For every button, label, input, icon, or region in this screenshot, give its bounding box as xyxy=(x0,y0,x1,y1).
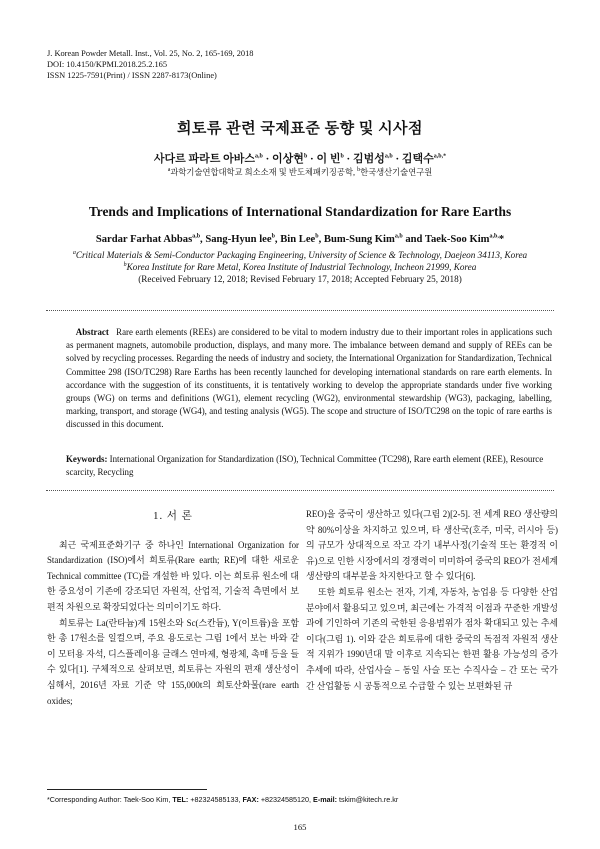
abstract-label: Abstract xyxy=(75,327,109,337)
journal-header xyxy=(47,48,254,81)
affiliation-b: $^b$Korea Institute for Rare Metal, Korea Institute of Industrial Technology, Incheon 21999, Korea xyxy=(123,261,477,272)
affiliation-a: $^a$Critical Materials & Semi-Conductor Packaging Engineering, University of Science & Technology, Daejeon 34113, Korea xyxy=(72,249,528,260)
dotted-divider-bottom xyxy=(46,490,554,491)
body-column-right xyxy=(306,507,558,694)
received-dates: (Received February 12, 2018; Revised February 17, 2018; Accepted February 25, 2018) xyxy=(138,274,462,284)
paragraph-3: REO)을 중국이 생산하고 있다(그림 2)[2-5]. 전 세계 REO 생산량의 약 80%이상을 차지하고 있으며, 타 생산국(호주, 미국, 러시아 등)의 규모가 상대적으로 작고 각기 내부사정(기술적 또는 환경적 이유)으로 인한 시장에서의 경쟁력이 미미하여 중국의 REO가 전세계 생산량의 대부분을 차지한다고 할 수 있다[6]. xyxy=(306,509,558,582)
journal-citation: J. Korean Powder Metall. Inst., Vol. 25, No. 2, 165-169, 2018 xyxy=(47,49,254,58)
page-number: 165 xyxy=(293,822,307,832)
abstract xyxy=(66,326,552,432)
footnote-rule xyxy=(47,789,207,790)
journal-doi: DOI: 10.4150/KPMI.2018.25.2.165 xyxy=(47,60,168,69)
english-authors: Sardar Farhat Abbas$^{a,b}$, Sang-Hyun lee$^b$, Bin Lee$^b$, Bum-Sung Kim$^{a,b}$ and Taek-Soo Kim$^{a,b,}$* xyxy=(95,233,505,245)
paragraph-1: 최근 국제표준화기구 중 하나인 International Organization for Standardization (ISO)에서 희토류(Rare earth; RE)에 대한 새로운 Technical committee (TC)를 개설한 바 있다. 이는 희토류 원소에 대한 중요성이 기존에 강조되던 자원적, 산업적, 기술적 측면에서 보편적 차원으로 확장되었다는 의미이기도 하다. xyxy=(47,539,299,612)
paragraph-4: 또한 희토류 원소는 전자, 기계, 자동차, 농업용 등 다양한 산업분야에서 활용되고 있으며, 최근에는 가격적 이점과 꾸준한 개발성과에 기인하여 기존의 국한된 응용범위가 점차 확대되고 있는 추세이다(그림 1). 이와 같은 희토류에 대한 중국의 독점적 자원적 생산적 지위가 1990년대 말 이후로 지속되는 한편 활용 가능성의 증가 추세에 따라, 산업사슬 – 동일 사슬 또는 수직사슬 – 간 또는 국가 간 산업활동 시 공통적으로 수급할 수 있는 보편화된 규 xyxy=(306,586,558,691)
abstract-text: Rare earth elements (REEs) are considered to be vital to modern industry due to their important roles in applications such as permanent magnets, automobile production, displays, and many more. The imbalance between demand and supply of REEs can be solved by recycling processes. Regarding the needs of industry and society, the International Organization for Standardization, Technical Committee 298 (ISO/TC298) Rare Earths has been recently launched for developing international standards on rare earth elements. In accordance with the suggestion of its constituents, it is tentatively working to develop the appropriate standards under five working groups (WG) on terms and definitions (WG1), element recycling (WG2), environmental stewardship (WG3), packaging, labelling, marking, transport, and storage (WG4), and testing analysis (WG5). The scope and structure of ISO/TC298 on the topic of rare earths is discussed in this document. xyxy=(66,327,553,430)
keywords-label: Keywords: xyxy=(66,454,108,464)
keywords xyxy=(66,453,552,479)
section-title: 1. 서 론 xyxy=(153,511,193,522)
korean-authors: 사다르 파라트 아바스$^{a,b}$ · 이상현$^b$ · 이 빈$^b$ · 김범성$^{a,b}$ · 김택수$^{a,b,*}$ xyxy=(153,153,447,165)
body-column-left xyxy=(47,509,299,709)
journal-issn: ISSN 1225-7591(Print) / ISSN 2287-8173(Online) xyxy=(47,71,217,80)
paragraph-2: 희토류는 La(란타늄)계 15원소와 Sc(스칸듐), Y(이트륨)을 포함한 총 17원소를 일컬으며, 주요 용도로는 그림 1에서 보는 바와 같이 모터용 자석, 디스플레이용 글래스 연마제, 형광체, 촉매 등을 들 수 있다[1]. 구체적으로 살펴보면, 희토류는 자원의 편재 생산성이 심해서, 2016년 자료 기준 약 155,000t의 희토산화물(rare earth oxides; xyxy=(47,617,299,706)
english-affiliations xyxy=(0,249,600,285)
korean-affiliation: $^a$과학기술연합대학교 희소소재 및 반도체패키징공학, $^b$한국생산기술연구원 xyxy=(167,167,433,177)
keywords-text: International Organization for Standardization (ISO), Technical Committee (TC298), Rare earth element (REE), Resource scarcity, Recycling xyxy=(66,454,544,478)
korean-title: 희토류 관련 국제표준 동향 및 시사점 xyxy=(176,121,424,137)
corresponding-author-note: *Corresponding Author: Taek-Soo Kim, TEL: +82324585133, FAX: +82324585120, E-mail: tskim@kitech.re.kr xyxy=(47,795,399,804)
dotted-divider-top xyxy=(46,310,554,311)
author-email: tskim@kitech.re.kr xyxy=(339,795,399,804)
english-title: Trends and Implications of International Standardization for Rare Earths xyxy=(88,204,512,219)
